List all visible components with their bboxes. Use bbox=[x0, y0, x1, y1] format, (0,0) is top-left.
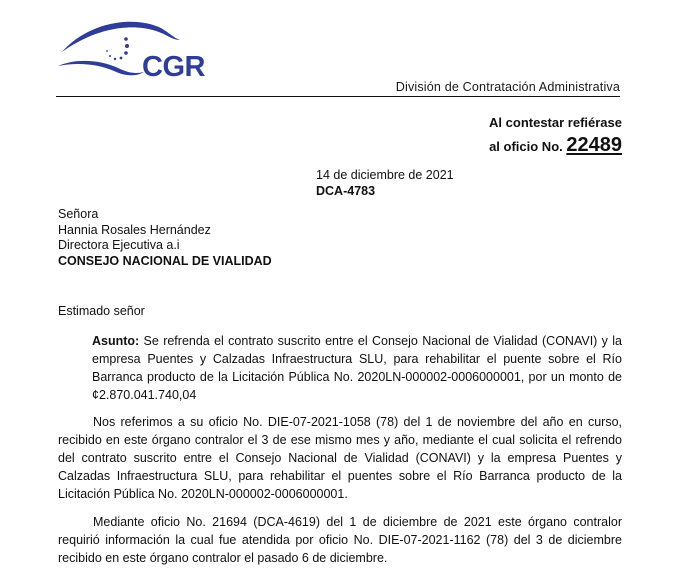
logo-dot bbox=[114, 58, 116, 60]
subject-block bbox=[92, 332, 622, 404]
reference-line-1: Al contestar refiérase bbox=[489, 115, 622, 130]
addressee-title: Señora bbox=[58, 207, 99, 221]
logo-upper-wave bbox=[62, 22, 180, 52]
subject-text: Se refrenda el contrato suscrito entre el Consejo Nacional de Vialidad (CONAVI) y la empresa Puentes y Calzadas Infraestructura SLU, para rehabilitar el puente sobre el Río Barranca producto de la Licitación Pública No. 2020LN-000002-0006000001, por un monto de ¢2.870.041.740,04 bbox=[92, 334, 622, 402]
addressee-position: Directora Ejecutiva a.i bbox=[58, 238, 180, 253]
logo-dot bbox=[124, 51, 128, 55]
subject-label: Asunto: bbox=[92, 334, 140, 348]
body-paragraph: Mediante oficio No. 21694 (DCA-4619) del 1 de diciembre de 2021 este órgano contralor requirió información la cual fue atendida por oficio No. DIE-07-2021-1162 (78) del 3 de diciembre recibido en este órgano contralor el pasado 6 de diciembre. bbox=[58, 515, 622, 565]
addressee-name: Hannia Rosales Hernández bbox=[58, 222, 211, 237]
addressee-block bbox=[58, 207, 272, 269]
logo-text: CGR bbox=[142, 51, 205, 82]
logo-dot bbox=[109, 55, 111, 57]
greeting: Estimado señor bbox=[58, 304, 145, 318]
logo-dot bbox=[125, 44, 129, 48]
body-paragraph: Nos referimos a su oficio No. DIE-07-2021-1058 (78) del 1 de noviembre del año en curso, recibido en este órgano contralor el 3 de ese mismo mes y año, mediante el cual solicita el refrendo del contrato suscrito entre el Consejo Nacional de Vialidad (CONAVI) y la empresa Puentes y Calzadas Infraestructura SLU, para rehabilitar el puentes sobre el Río Barranca producto de la Licitación Pública No. 2020LN-000002-0006000001. bbox=[58, 415, 622, 501]
cgr-logo bbox=[56, 14, 206, 82]
logo-dot bbox=[120, 57, 123, 60]
letter-code: DCA-4783 bbox=[316, 184, 376, 198]
reference-block bbox=[489, 112, 622, 158]
division-name: División de Contratación Administrativa bbox=[395, 80, 620, 94]
logo-lower-wave bbox=[58, 61, 144, 75]
date-block bbox=[316, 167, 454, 199]
oficio-number: 22489 bbox=[566, 134, 622, 156]
reference-line-2 bbox=[489, 134, 622, 158]
header-rule bbox=[56, 96, 620, 97]
reference-prefix: al oficio No. bbox=[489, 139, 563, 154]
letter-date: 14 de diciembre de 2021 bbox=[316, 168, 454, 182]
logo-dot bbox=[106, 50, 108, 52]
addressee-organization: CONSEJO NACIONAL DE VIALIDAD bbox=[58, 253, 272, 268]
logo-dot bbox=[124, 37, 128, 41]
